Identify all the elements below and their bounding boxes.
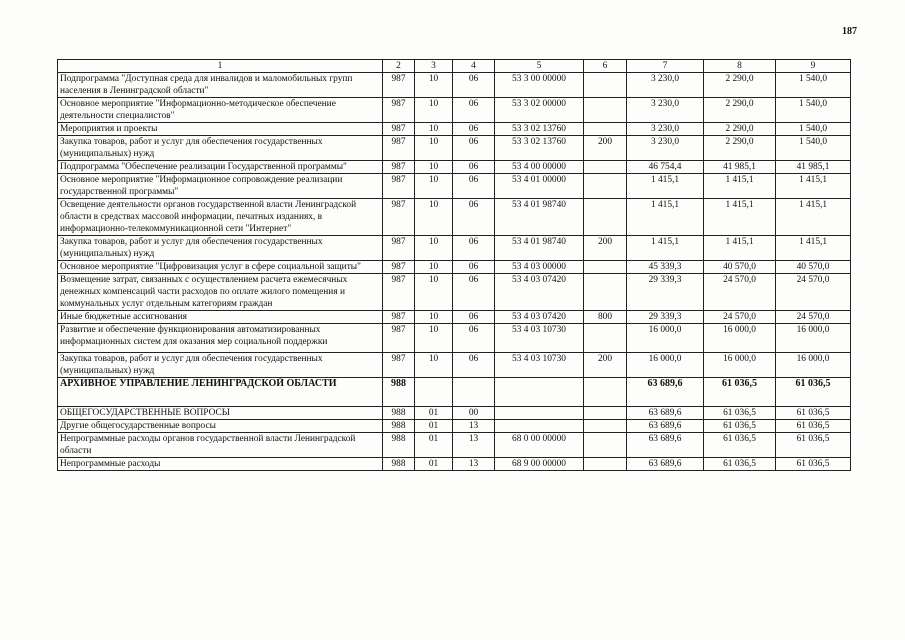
table-row xyxy=(58,353,851,378)
target-article-cell: 53 4 00 00000 xyxy=(495,161,584,174)
target-article-cell: 68 9 00 00000 xyxy=(495,458,584,471)
amount-col9-cell: 1 415,1 xyxy=(776,199,851,236)
amount-col8-cell: 1 415,1 xyxy=(704,174,776,199)
expense-type-cell: 800 xyxy=(584,311,627,324)
row-name-cell: Подпрограмма "Доступная среда для инвалидов и маломобильных групп населения в Ленинградской области" xyxy=(58,73,383,98)
row-name-cell: Закупка товаров, работ и услуг для обеспечения государственных (муниципальных) нужд xyxy=(58,136,383,161)
row-name-cell: АРХИВНОЕ УПРАВЛЕНИЕ ЛЕНИНГРАДСКОЙ ОБЛАСТИ xyxy=(58,378,383,407)
amount-col7-cell: 1 415,1 xyxy=(627,174,704,199)
section-code-cell: 10 xyxy=(415,98,453,123)
subsection-code-cell: 06 xyxy=(453,174,495,199)
page-number: 187 xyxy=(842,26,857,37)
target-article-cell: 53 3 00 00000 xyxy=(495,73,584,98)
amount-col7-cell: 63 689,6 xyxy=(627,378,704,407)
subsection-code-cell: 13 xyxy=(453,458,495,471)
amount-col9-cell: 1 415,1 xyxy=(776,174,851,199)
amount-col9-cell: 61 036,5 xyxy=(776,407,851,420)
ministry-code-cell: 987 xyxy=(383,311,415,324)
row-name-cell: Закупка товаров, работ и услуг для обеспечения государственных (муниципальных) нужд xyxy=(58,353,383,378)
row-name-cell: Иные бюджетные ассигнования xyxy=(58,311,383,324)
subsection-code-cell: 06 xyxy=(453,136,495,161)
target-article-cell: 68 0 00 00000 xyxy=(495,433,584,458)
target-article-cell: 53 4 01 98740 xyxy=(495,199,584,236)
amount-col8-cell: 61 036,5 xyxy=(704,378,776,407)
section-code-cell: 01 xyxy=(415,407,453,420)
amount-col7-cell: 46 754,4 xyxy=(627,161,704,174)
header-row xyxy=(58,60,851,73)
amount-col8-cell: 40 570,0 xyxy=(704,261,776,274)
amount-col7-cell: 63 689,6 xyxy=(627,433,704,458)
subsection-code-cell: 06 xyxy=(453,353,495,378)
column-header: 2 xyxy=(383,60,415,73)
amount-col7-cell: 1 415,1 xyxy=(627,236,704,261)
amount-col8-cell: 2 290,0 xyxy=(704,98,776,123)
ministry-code-cell: 987 xyxy=(383,73,415,98)
amount-col8-cell: 2 290,0 xyxy=(704,73,776,98)
amount-col7-cell: 1 415,1 xyxy=(627,199,704,236)
target-article-cell xyxy=(495,378,584,407)
table-row xyxy=(58,161,851,174)
amount-col8-cell: 61 036,5 xyxy=(704,407,776,420)
amount-col7-cell: 29 339,3 xyxy=(627,311,704,324)
ministry-code-cell: 988 xyxy=(383,420,415,433)
column-header: 3 xyxy=(415,60,453,73)
amount-col7-cell: 16 000,0 xyxy=(627,324,704,353)
section-code-cell xyxy=(415,378,453,407)
row-name-cell: Освещение деятельности органов государственной власти Ленинградской области в средствах массовой информации, печатных изданиях, в информационно-телекоммуникационной сети "Интернет" xyxy=(58,199,383,236)
expense-type-cell xyxy=(584,261,627,274)
ministry-code-cell: 987 xyxy=(383,236,415,261)
column-header: 6 xyxy=(584,60,627,73)
target-article-cell xyxy=(495,420,584,433)
amount-col9-cell: 61 036,5 xyxy=(776,420,851,433)
ministry-code-cell: 987 xyxy=(383,98,415,123)
section-code-cell: 10 xyxy=(415,123,453,136)
expense-type-cell xyxy=(584,123,627,136)
amount-col7-cell: 3 230,0 xyxy=(627,98,704,123)
section-code-cell: 10 xyxy=(415,236,453,261)
target-article-cell: 53 4 03 07420 xyxy=(495,274,584,311)
row-name-cell: Непрограммные расходы органов государственной власти Ленинградской области xyxy=(58,433,383,458)
column-header: 9 xyxy=(776,60,851,73)
subsection-code-cell: 06 xyxy=(453,311,495,324)
target-article-cell: 53 4 01 00000 xyxy=(495,174,584,199)
subsection-code-cell: 06 xyxy=(453,324,495,353)
expense-type-cell xyxy=(584,73,627,98)
expense-type-cell xyxy=(584,174,627,199)
amount-col8-cell: 16 000,0 xyxy=(704,324,776,353)
ministry-code-cell: 987 xyxy=(383,136,415,161)
amount-col7-cell: 63 689,6 xyxy=(627,458,704,471)
subsection-code-cell: 06 xyxy=(453,274,495,311)
expense-type-cell xyxy=(584,378,627,407)
ministry-code-cell: 988 xyxy=(383,407,415,420)
target-article-cell: 53 4 01 98740 xyxy=(495,236,584,261)
subsection-code-cell: 13 xyxy=(453,433,495,458)
row-name-cell: Мероприятия и проекты xyxy=(58,123,383,136)
expense-type-cell xyxy=(584,458,627,471)
amount-col8-cell: 1 415,1 xyxy=(704,199,776,236)
expense-type-cell xyxy=(584,199,627,236)
subsection-code-cell: 13 xyxy=(453,420,495,433)
section-code-cell: 10 xyxy=(415,174,453,199)
amount-col7-cell: 29 339,3 xyxy=(627,274,704,311)
section-code-cell: 10 xyxy=(415,324,453,353)
target-article-cell: 53 4 03 07420 xyxy=(495,311,584,324)
amount-col7-cell: 63 689,6 xyxy=(627,407,704,420)
amount-col9-cell: 16 000,0 xyxy=(776,353,851,378)
table-row xyxy=(58,433,851,458)
target-article-cell: 53 3 02 13760 xyxy=(495,123,584,136)
expense-type-cell xyxy=(584,98,627,123)
amount-col8-cell: 24 570,0 xyxy=(704,274,776,311)
section-code-cell: 01 xyxy=(415,433,453,458)
subsection-code-cell xyxy=(453,378,495,407)
ministry-code-cell: 988 xyxy=(383,433,415,458)
amount-col8-cell: 16 000,0 xyxy=(704,353,776,378)
ministry-code-cell: 987 xyxy=(383,199,415,236)
amount-col8-cell: 2 290,0 xyxy=(704,136,776,161)
target-article-cell: 53 3 02 13760 xyxy=(495,136,584,161)
amount-col9-cell: 24 570,0 xyxy=(776,274,851,311)
ministry-code-cell: 987 xyxy=(383,324,415,353)
amount-col8-cell: 61 036,5 xyxy=(704,458,776,471)
ministry-code-cell: 987 xyxy=(383,123,415,136)
amount-col9-cell: 1 540,0 xyxy=(776,123,851,136)
section-code-cell: 01 xyxy=(415,420,453,433)
table-row xyxy=(58,324,851,353)
row-name-cell: Основное мероприятие "Информационно-методическое обеспечение деятельности специалистов" xyxy=(58,98,383,123)
table-row xyxy=(58,136,851,161)
expense-type-cell xyxy=(584,407,627,420)
expense-type-cell xyxy=(584,420,627,433)
expense-type-cell xyxy=(584,161,627,174)
subsection-code-cell: 06 xyxy=(453,161,495,174)
ministry-code-cell: 988 xyxy=(383,378,415,407)
subsection-code-cell: 06 xyxy=(453,123,495,136)
amount-col7-cell: 16 000,0 xyxy=(627,353,704,378)
ministry-code-cell: 988 xyxy=(383,458,415,471)
subsection-code-cell: 06 xyxy=(453,261,495,274)
target-article-cell: 53 4 03 10730 xyxy=(495,353,584,378)
amount-col7-cell: 45 339,3 xyxy=(627,261,704,274)
subsection-code-cell: 06 xyxy=(453,98,495,123)
row-name-cell: Развитие и обеспечение функционирования автоматизированных информационных систем для оказания мер социальной поддержки xyxy=(58,324,383,353)
amount-col9-cell: 61 036,5 xyxy=(776,433,851,458)
amount-col9-cell: 1 540,0 xyxy=(776,73,851,98)
amount-col9-cell: 1 540,0 xyxy=(776,98,851,123)
column-header: 1 xyxy=(58,60,383,73)
amount-col9-cell: 24 570,0 xyxy=(776,311,851,324)
table-row xyxy=(58,174,851,199)
amount-col9-cell: 41 985,1 xyxy=(776,161,851,174)
expense-type-cell xyxy=(584,433,627,458)
column-header: 8 xyxy=(704,60,776,73)
table-row xyxy=(58,73,851,98)
ministry-code-cell: 987 xyxy=(383,353,415,378)
amount-col9-cell: 40 570,0 xyxy=(776,261,851,274)
expense-type-cell xyxy=(584,324,627,353)
column-header: 7 xyxy=(627,60,704,73)
table-row xyxy=(58,236,851,261)
amount-col7-cell: 3 230,0 xyxy=(627,136,704,161)
row-name-cell: Основное мероприятие "Информационное сопровождение реализации государственной программы" xyxy=(58,174,383,199)
table-row xyxy=(58,407,851,420)
subsection-code-cell: 00 xyxy=(453,407,495,420)
table-row xyxy=(58,378,851,407)
target-article-cell: 53 4 03 10730 xyxy=(495,324,584,353)
section-code-cell: 10 xyxy=(415,353,453,378)
ministry-code-cell: 987 xyxy=(383,174,415,199)
expense-type-cell: 200 xyxy=(584,236,627,261)
table-row xyxy=(58,458,851,471)
amount-col8-cell: 24 570,0 xyxy=(704,311,776,324)
column-header: 5 xyxy=(495,60,584,73)
section-code-cell: 10 xyxy=(415,261,453,274)
section-code-cell: 10 xyxy=(415,274,453,311)
amount-col9-cell: 1 415,1 xyxy=(776,236,851,261)
subsection-code-cell: 06 xyxy=(453,199,495,236)
ministry-code-cell: 987 xyxy=(383,261,415,274)
table-row xyxy=(58,274,851,311)
table-body xyxy=(58,73,851,471)
amount-col9-cell: 16 000,0 xyxy=(776,324,851,353)
section-code-cell: 01 xyxy=(415,458,453,471)
amount-col7-cell: 3 230,0 xyxy=(627,123,704,136)
amount-col9-cell: 1 540,0 xyxy=(776,136,851,161)
amount-col8-cell: 2 290,0 xyxy=(704,123,776,136)
column-header: 4 xyxy=(453,60,495,73)
table-row xyxy=(58,123,851,136)
amount-col8-cell: 61 036,5 xyxy=(704,420,776,433)
target-article-cell xyxy=(495,407,584,420)
subsection-code-cell: 06 xyxy=(453,236,495,261)
amount-col9-cell: 61 036,5 xyxy=(776,378,851,407)
section-code-cell: 10 xyxy=(415,311,453,324)
target-article-cell: 53 3 02 00000 xyxy=(495,98,584,123)
amount-col7-cell: 3 230,0 xyxy=(627,73,704,98)
budget-table xyxy=(57,59,851,471)
expense-type-cell xyxy=(584,274,627,311)
subsection-code-cell: 06 xyxy=(453,73,495,98)
row-name-cell: Другие общегосударственные вопросы xyxy=(58,420,383,433)
table-row xyxy=(58,98,851,123)
row-name-cell: Непрограммные расходы xyxy=(58,458,383,471)
section-code-cell: 10 xyxy=(415,199,453,236)
amount-col8-cell: 61 036,5 xyxy=(704,433,776,458)
row-name-cell: Закупка товаров, работ и услуг для обеспечения государственных (муниципальных) нужд xyxy=(58,236,383,261)
table-row xyxy=(58,311,851,324)
amount-col8-cell: 1 415,1 xyxy=(704,236,776,261)
ministry-code-cell: 987 xyxy=(383,161,415,174)
section-code-cell: 10 xyxy=(415,161,453,174)
table-row xyxy=(58,199,851,236)
row-name-cell: Основное мероприятие "Цифровизация услуг в сфере социальной защиты" xyxy=(58,261,383,274)
table-row xyxy=(58,420,851,433)
amount-col8-cell: 41 985,1 xyxy=(704,161,776,174)
section-code-cell: 10 xyxy=(415,136,453,161)
row-name-cell: ОБЩЕГОСУДАРСТВЕННЫЕ ВОПРОСЫ xyxy=(58,407,383,420)
expense-type-cell: 200 xyxy=(584,136,627,161)
amount-col9-cell: 61 036,5 xyxy=(776,458,851,471)
target-article-cell: 53 4 03 00000 xyxy=(495,261,584,274)
row-name-cell: Возмещение затрат, связанных с осуществлением расчета ежемесячных денежных компенсаций части расходов по оплате жилого помещения и коммунальных услуг отдельным категориям граждан xyxy=(58,274,383,311)
row-name-cell: Подпрограмма "Обеспечение реализации Государственной программы" xyxy=(58,161,383,174)
table-row xyxy=(58,261,851,274)
expense-type-cell: 200 xyxy=(584,353,627,378)
ministry-code-cell: 987 xyxy=(383,274,415,311)
section-code-cell: 10 xyxy=(415,73,453,98)
amount-col7-cell: 63 689,6 xyxy=(627,420,704,433)
